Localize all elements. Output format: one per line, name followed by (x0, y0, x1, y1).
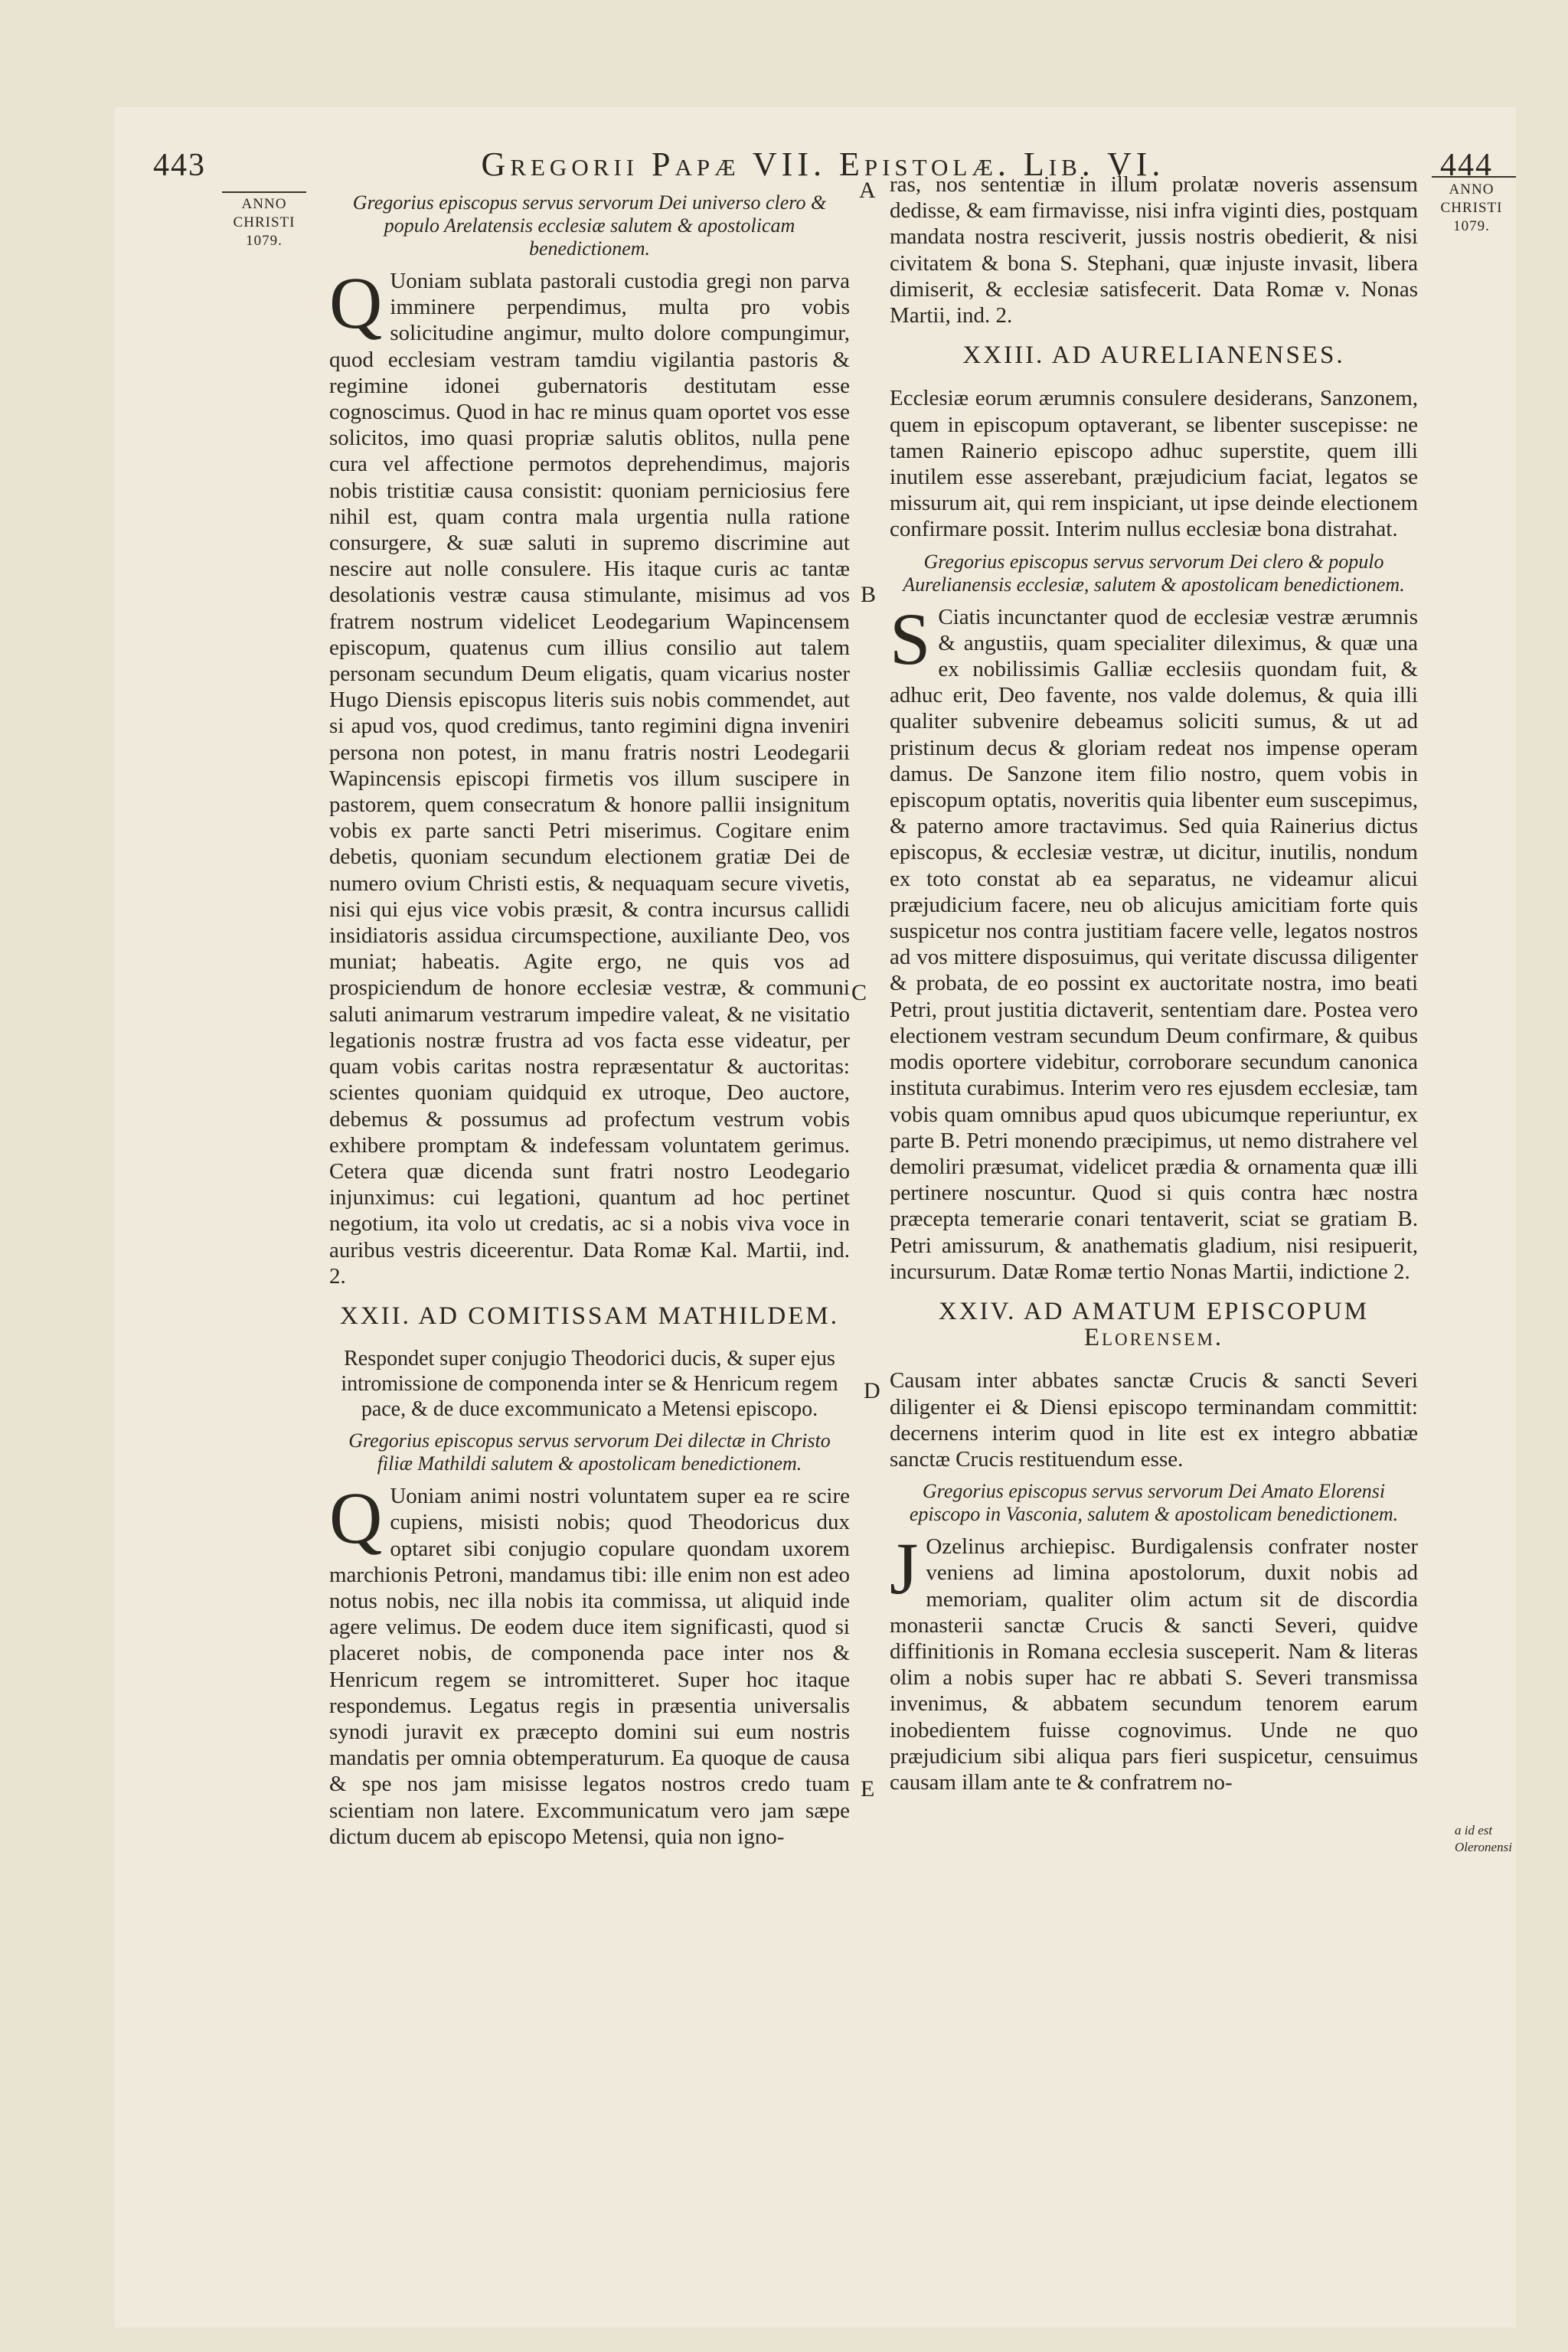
margin-letter-d: D (864, 1378, 880, 1403)
body-text: Uoniam animi nostri voluntatem super ea re scire cupiens, misisti nobis; quod Theodoricus dux optaret sibi conjugio copulare quondam uxorem marchionis Petroni, mandamus tibi: ille enim non est adeo notus nobis, nec illa nobis ita commissa, ut aliquid inde agere velimus. De eodem duce item significasti, quod si placeret nobis, de componenda pace inter nos & Henricum regem se intromitteret. Super hoc itaque respondemus. Legatus regis in præsentia universalis synodi juravit ex præcepto domini sui eum nostris mandatis per omnia obtemperaturum. Ea quoque de causa & spe nos jam misisse legatos nostros credo tuam scientiam non latere. Excommunicatum vero jam sæpe dictum ducem ab episcopo Metensi, quia non igno- (329, 1484, 850, 1849)
margin-letter-a: A (859, 178, 876, 203)
margin-note-right: a id est Oleronensi (1455, 1823, 1512, 1854)
drop-initial: J (890, 1527, 919, 1610)
right-column (890, 172, 1418, 1803)
letter-body-aurelianensis (890, 597, 1418, 1285)
summary-xxiii: Ecclesiæ eorum ærumnis consulere desiderans, Sanzonem, quem in episcopum optaverant, se libenter suscepisse: ne tamen Rainerio episcopo adhuc superstite, quem illi inutilem esse asserebant, præjudicium faciat, legatos se missurum ait, qui rem inspiciant, ut ipse deinde electionem confirmare possit. Interim nullus ecclesiæ bona distrahat. (890, 386, 1418, 542)
anno-right-line: ANNO (1449, 181, 1494, 198)
anno-left-line: 1079. (246, 233, 283, 249)
letter-body-amatus (890, 1527, 1418, 1795)
summary-xxiv: Causam inter abbates sanctæ Crucis & sancti Severi diligenter ei & Diensi episcopo terminandam committit: decernens interim quod in lite est ex integro abbatiæ sanctæ Crucis restituendum esse. (890, 1368, 1418, 1472)
heading-xxiii: XXIII. AD AURELIANENSES. (962, 341, 1345, 370)
running-title: Gregorii Papæ VII. Epistolæ. Lib. VI. (481, 145, 1165, 183)
summary-xxii: Respondet super conjugio Theodorici ducis, & super ejus intromissione de componenda inter se & Henricum regem pace, & de duce excommunicato a Metensi episcopo. (341, 1347, 838, 1422)
body-text: Ciatis incunctanter quod de ecclesiæ vestræ ærumnis & angustiis, quam specialiter dileximus, & quæ una ex nobilissimis Galliæ ecclesiis quondam fuit, & adhuc erit, Deo favente, nos valde dolemus, & quia illi qualiter subvenire debeamus soliciti sumus, & ut ad pristinum decus & gloriam redeat nos impense operam damus. De Sanzone item filio nostro, quem vobis in episcopum optatis, noveritis quia libenter eum suscepimus, & paterno amore tractavimus. Sed quia Rainerius dictus episcopus, & ecclesiæ vestræ, ut dicitur, inutilis, nondum ex toto constat ab ea separatus, ne videamur alicui præjudicium facere, neu ob alicujus amicitiam forte quis suspicetur nos contra justitiam facere velle, legatos nostros ad vos mittere disposuimus, qui veritate discussa diligenter & probata, de eo possint ex auctoritate nostra, imo beati Petri, prout justitia dictaverit, sententiam dare. Postea vero electionem vestram secundum Deum confirmare, & quibus modis oportere videbitur, corroborare secundum canonica instituta curabimus. Interim vero res ejusdem ecclesiæ, tam vobis quam omnibus apud quos ubicumque reperiuntur, ex parte B. Petri monendo præcipimus, ut nemo distrahere vel demoliri præsumat, videlicet prædia & ornamenta quæ illi pertinere noscuntur. Quod si quis contra hæc nostra præcepta temerarie conari tentaverit, sciat se gratiam B. Petri amissurum, & anathematis gladium, nisi resipuerit, incursurum. Datæ Romæ tertio Nonas Martii, indictione 2. (890, 604, 1418, 1284)
anno-right (1426, 181, 1517, 236)
margin-letter-e: E (861, 1776, 875, 1802)
drop-initial: Q (329, 1477, 383, 1560)
letter-body-mathildis (329, 1477, 850, 1850)
margin-letter-b: B (861, 582, 877, 607)
drop-initial: S (890, 597, 931, 680)
anno-left-line: ANNO (241, 196, 287, 212)
anno-rule-left (222, 191, 306, 193)
anno-right-line: CHRISTI (1440, 200, 1503, 216)
drop-initial: Q (329, 262, 383, 344)
anno-rule-right (1432, 176, 1516, 178)
anno-right-line: 1079. (1453, 218, 1490, 234)
anno-left (218, 195, 310, 250)
salutation-arelatensis: Gregorius episcopus servus servorum Dei universo clero & populo Arelatensis ecclesiæ salutem & apostolicam benedictionem. (352, 191, 827, 260)
letter-body-arelatensis (329, 262, 850, 1289)
body-text: Uoniam sublata pastorali custodia gregi non parva imminere perpendimus, multa pro vobis solicitudine angimur, multo dolore compungimur, quod ecclesiam vestram tamdiu vigilantia pastoris & regimine idonei gubernatoris destitutam esse cognoscimus. Quod in hac re minus quam oportet vos esse solicitos, imo quasi propriæ salutis oblitos, nulla pene cura vel affectione permotos deprehendimus, majoris nobis tristitiæ causa consistit: quoniam perniciosius fere nihil est, quam contra mala urgentia nulla ratione consurgere, & suæ saluti in supremo discrimine aut nescire aut nolle consulere. His itaque curis ac tantæ desolationis vestræ causa stimulante, misimus ad vos fratrem nostrum videlicet Leodegarium Wapincensem episcopum, quatenus cum illius consilio aut talem personam secundum Deum eligatis, quam vicarius noster Hugo Diensis episcopus literis suis nobis commendet, aut si apud vos, quod credimus, tanto regimini digna inveniri persona non potest, in manu fratris nostri Leodegarii Wapincensis episcopi firmetis vos illum suscipere in pastorem, quem consecratum & honore pallii insignitum vobis ex parte sancti Petri miserimus. Cogitare enim debetis, quoniam secundum electionem gratiæ Dei de numero ovium Christi estis, & nequaquam secure vivetis, nisi qui ejus vice vobis præsit, & contra incursus callidi insidiatoris assidua circumspectione, auxiliante Deo, vos muniat; habeatis. Agite ergo, ne quis vos ad prospiciendum de honore ecclesiæ vestræ, & communi saluti animarum vestrarum impedire valeat, & ne visitatio legationis nostræ frustra ad vos facta esse videatur, per quam vobis caritas nostra repræsentatur & auctoritas: scientes quoniam quidquid ex utroque, Deo auctore, debemus & possumus ad profectum vestrum vobis exhibere promptam & indefessam voluntatem gerimus. Cetera quæ dicenda sunt fratri nostro Leodegario injunximus: cui legationi, quantum ad hoc pertinet negotium, ita volo ut credatis, ac si a nobis viva voce in auribus vestris diceerentur. Data Romæ Kal. Martii, ind. 2. (329, 269, 850, 1289)
heading-xxii: XXII. AD COMITISSAM MATHILDEM. (340, 1302, 839, 1330)
letter-body-continuation: ras, nos sententiæ in illum prolatæ noveris assensum dedisse, & eam firmavisse, nisi infra viginti dies, postquam mandata nostra resciverit, jussis nostris obedierit, & nisi civitatem & bona S. Stephani, quæ injuste invasit, libera dimiserit, & ecclesiæ satisfecerit. Data Romæ v. Nonas Martii, ind. 2. (890, 172, 1418, 328)
left-column (329, 191, 850, 1857)
salutation-aurelianensis: Gregorius episcopus servus servorum Dei clero & populo Aurelianensis ecclesiæ, salutem & apostolicam benedictionem. (903, 550, 1405, 596)
page-number-right: 444 (1439, 148, 1493, 183)
body-text: Ozelinus archiepisc. Burdigalensis confrater noster veniens ad limina apostolorum, duxit nobis ad memoriam, qualiter olim actum sit de discordia monasterii sanctæ Crucis & sancti Severi, quidve diffinitionis in Romana ecclesia susceperit. Nam & literas olim a nobis super hac re abbati S. Severi transmissa invenimus, & abbatem secundum tenorem earum inobedientem fuisse cognovimus. Unde ne quo præjudicium sibi aliqua pars fieri suspicetur, censuimus causam illam ante te & confratrem no- (890, 1534, 1418, 1795)
salutation-mathildis: Gregorius episcopus servus servorum Dei dilectæ in Christo filiæ Mathildi salutem & apostolicam benedictionem. (348, 1429, 831, 1475)
salutation-amatus: Gregorius episcopus servus servorum Dei Amato Elorensi episcopo in Vasconia, salutem & apostolicam benedictionem. (909, 1480, 1399, 1526)
margin-letter-c: C (851, 980, 867, 1005)
page-number-left: 443 (153, 148, 206, 183)
anno-left-line: CHRISTI (233, 214, 296, 230)
heading-xxiv: XXIV. AD AMATUM EPISCOPUM Elorensem. (938, 1297, 1370, 1352)
